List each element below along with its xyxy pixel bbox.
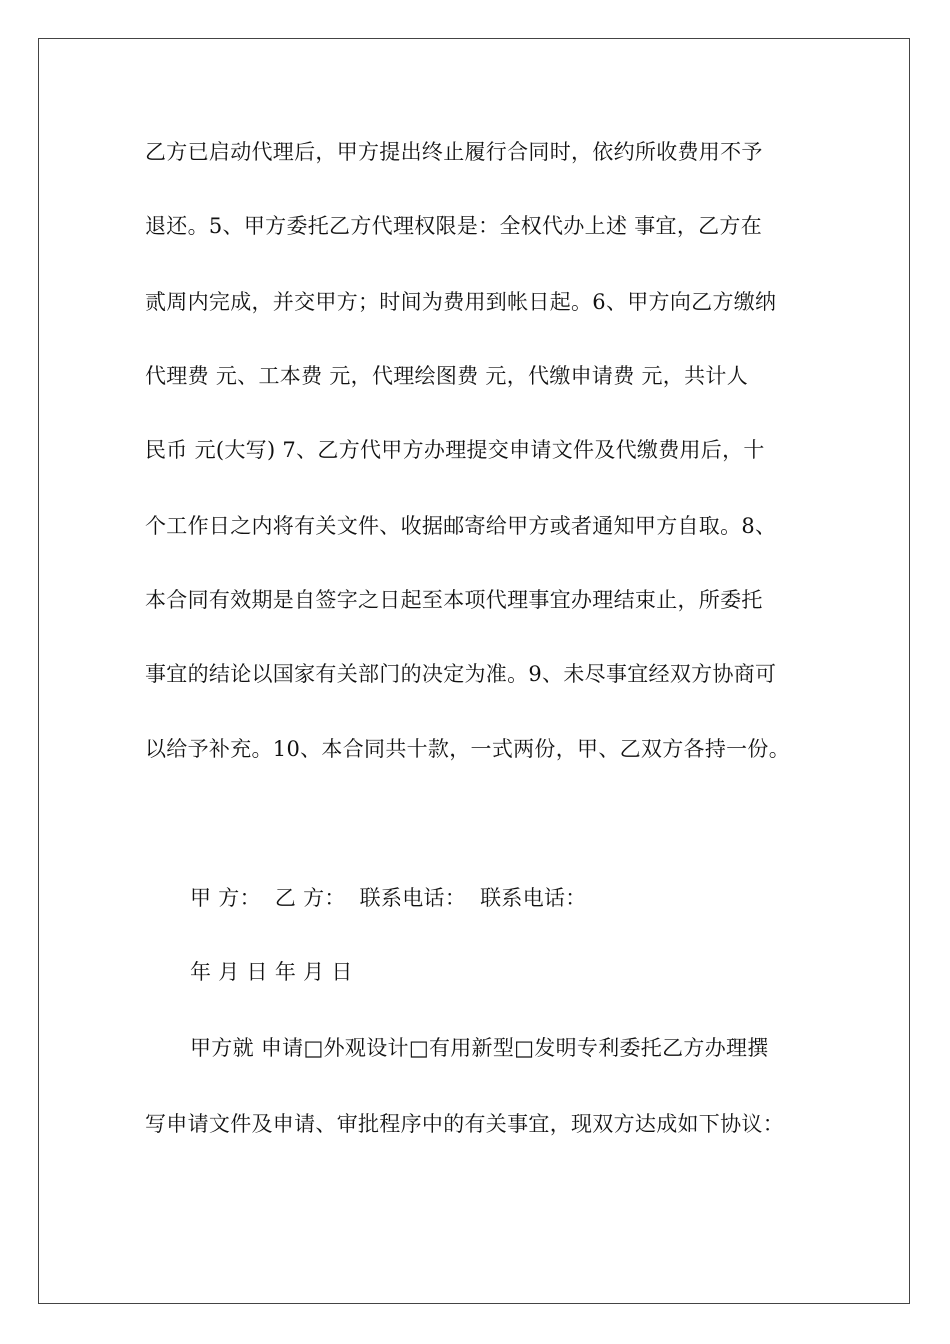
signature-line: 甲 方： 乙 方： 联系电话： 联系电话： bbox=[190, 886, 587, 910]
body-line-1: 乙方已启动代理后，甲方提出终止履行合同时，依约所收费用不予 bbox=[145, 140, 763, 164]
closing-line-2: 写申请文件及申请、审批程序中的有关事宜，现双方达成如下协议： bbox=[145, 1112, 784, 1136]
body-line-7: 本合同有效期是自签字之日起至本项代理事宜办理结束止，所委托 bbox=[145, 588, 763, 612]
body-line-2: 退还。5、甲方委托乙方代理权限是：全权代办上述 事宜，乙方在 bbox=[145, 214, 763, 238]
body-line-8: 事宜的结论以国家有关部门的决定为准。9、未尽事宜经双方协商可 bbox=[145, 662, 777, 686]
body-line-3: 贰周内完成，并交甲方；时间为费用到帐日起。6、甲方向乙方缴纳 bbox=[145, 290, 777, 314]
body-line-6: 个工作日之内将有关文件、收据邮寄给甲方或者通知甲方自取。8、 bbox=[145, 514, 777, 538]
date-line: 年 月 日 年 月 日 bbox=[190, 960, 353, 984]
body-line-4: 代理费 元、工本费 元，代理绘图费 元，代缴申请费 元，共计人 bbox=[145, 364, 748, 388]
body-line-9: 以给予补充。10、本合同共十款，一式两份，甲、乙双方各持一份。 bbox=[145, 737, 791, 761]
body-line-5: 民币 元(大写) 7、乙方代甲方办理提交申请文件及代缴费用后，十 bbox=[145, 438, 765, 462]
closing-line-1: 甲方就 申请□外观设计□有用新型□发明专利委托乙方办理撰 bbox=[190, 1036, 769, 1060]
